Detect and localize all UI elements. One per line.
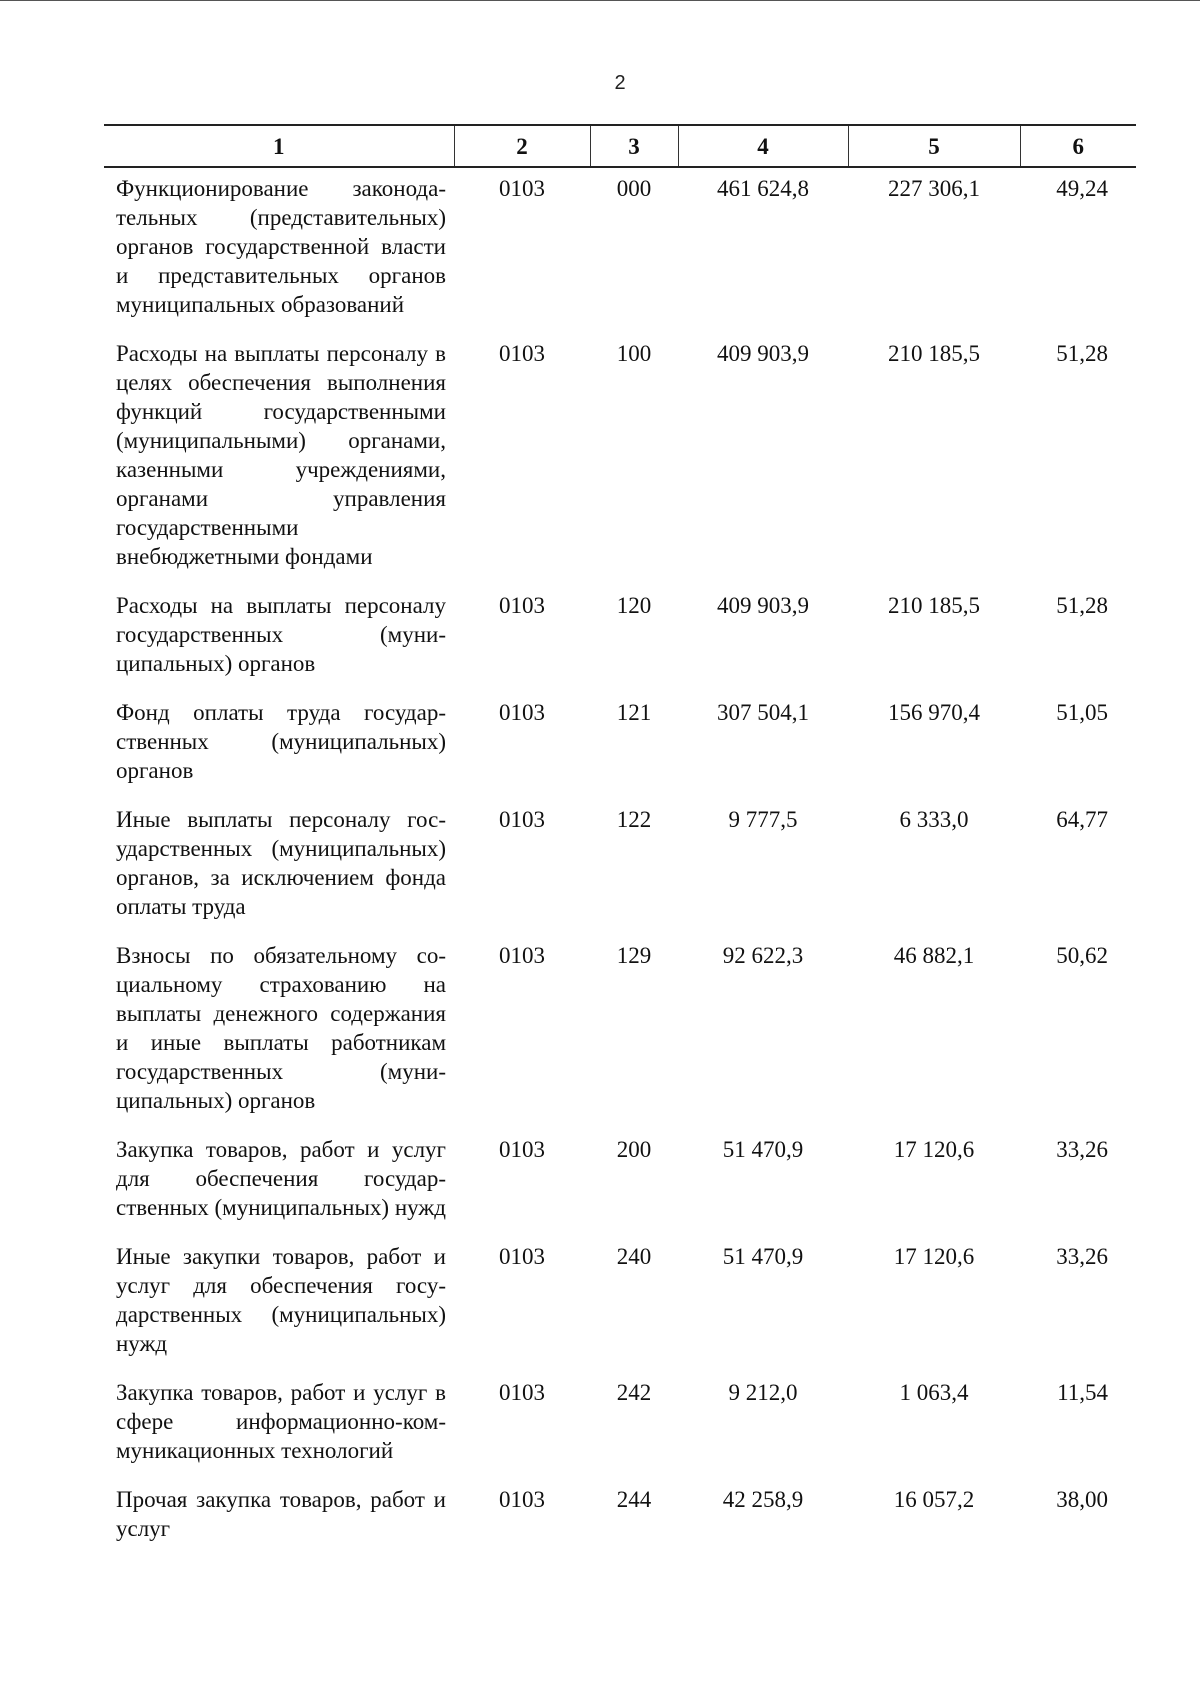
section-code: 0103 — [499, 1244, 545, 1269]
budget-table — [104, 124, 1136, 1563]
header-row — [104, 125, 1136, 167]
table-row — [104, 167, 1136, 339]
expense-type-code: 240 — [616, 1244, 652, 1269]
scan-edge — [0, 0, 1200, 1]
expense-name: Расходы на выплаты персоналу государственных (муниципальных) органов — [116, 593, 446, 676]
expense-type-code: 242 — [616, 1380, 652, 1405]
table-row — [104, 591, 1136, 698]
expense-type-code: 120 — [616, 593, 652, 618]
expense-name: Иные закупки товаров, работ и услуг для обеспечения государственных (муниципальных) нужд — [116, 1244, 446, 1356]
expense-type-code: 122 — [616, 807, 652, 832]
table-row — [104, 1135, 1136, 1242]
expense-name: Функционирование законодательных (представительных) органов государственной власти и представительных органов муниципальных образований — [116, 176, 446, 317]
section-code: 0103 — [499, 700, 545, 725]
planned-amount: 51 470,9 — [722, 1244, 804, 1269]
section-code: 0103 — [499, 1137, 545, 1162]
table-row — [104, 1242, 1136, 1378]
expense-type-code: 129 — [616, 943, 652, 968]
execution-percent: 64,77 — [1056, 807, 1108, 832]
header-col-3: 3 — [590, 125, 678, 167]
actual-amount: 46 882,1 — [893, 943, 975, 968]
section-code: 0103 — [499, 1380, 545, 1405]
expense-type-code: 100 — [616, 341, 652, 366]
execution-percent: 51,05 — [1056, 700, 1108, 725]
expense-type-code: 244 — [616, 1487, 652, 1512]
execution-percent: 51,28 — [1056, 593, 1108, 618]
header-col-6: 6 — [1020, 125, 1136, 167]
header-col-2: 2 — [454, 125, 590, 167]
actual-amount: 210 185,5 — [888, 341, 980, 366]
expense-name: Прочая закупка товаров, работ и услуг — [116, 1487, 446, 1541]
section-code: 0103 — [499, 341, 545, 366]
actual-amount: 210 185,5 — [888, 593, 980, 618]
expense-name: Взносы по обязательному социальному страхованию на выплаты денежного содержания и иные выплаты работникам государственных (муниципальных) органов — [116, 943, 446, 1113]
table-row — [104, 698, 1136, 805]
actual-amount: 17 120,6 — [893, 1244, 975, 1269]
section-code: 0103 — [499, 176, 545, 201]
actual-amount: 156 970,4 — [888, 700, 980, 725]
execution-percent: 33,26 — [1056, 1137, 1108, 1162]
expense-name: Расходы на выплаты персоналу в целях обеспечения выполнения функций государственными (муниципальными) органами, казенными учреждениями, органами управления государственными внебюджетными фондами — [116, 341, 446, 569]
table-row — [104, 941, 1136, 1135]
expense-name: Иные выплаты персоналу государственных (муниципальных) органов, за исключением фонда оплаты труда — [116, 807, 446, 919]
actual-amount: 6 333,0 — [899, 807, 969, 832]
section-code: 0103 — [499, 593, 545, 618]
planned-amount: 9 777,5 — [728, 807, 798, 832]
expense-name: Закупка товаров, работ и услуг для обеспечения государственных (муниципальных) нужд — [116, 1137, 446, 1220]
header-col-5: 5 — [848, 125, 1020, 167]
execution-percent: 50,62 — [1056, 943, 1108, 968]
planned-amount: 51 470,9 — [722, 1137, 804, 1162]
planned-amount: 461 624,8 — [717, 176, 809, 201]
actual-amount: 1 063,4 — [899, 1380, 969, 1405]
header-col-4: 4 — [678, 125, 848, 167]
execution-percent: 51,28 — [1056, 341, 1108, 366]
section-code: 0103 — [499, 943, 545, 968]
expense-name: Фонд оплаты труда государственных (муниципальных) органов — [116, 700, 446, 783]
execution-percent: 38,00 — [1056, 1487, 1108, 1512]
planned-amount: 307 504,1 — [717, 700, 809, 725]
section-code: 0103 — [499, 807, 545, 832]
section-code: 0103 — [499, 1487, 545, 1512]
planned-amount: 409 903,9 — [717, 341, 809, 366]
expense-type-code: 000 — [616, 176, 652, 201]
expense-type-code: 200 — [616, 1137, 652, 1162]
planned-amount: 42 258,9 — [722, 1487, 804, 1512]
planned-amount: 409 903,9 — [717, 593, 809, 618]
execution-percent: 49,24 — [1056, 176, 1108, 201]
execution-percent: 11,54 — [1057, 1380, 1108, 1405]
actual-amount: 16 057,2 — [893, 1487, 975, 1512]
actual-amount: 227 306,1 — [888, 176, 980, 201]
planned-amount: 92 622,3 — [722, 943, 804, 968]
table-row — [104, 1378, 1136, 1485]
actual-amount: 17 120,6 — [893, 1137, 975, 1162]
table-row — [104, 805, 1136, 941]
table-row — [104, 339, 1136, 591]
expense-type-code: 121 — [616, 700, 652, 725]
execution-percent: 33,26 — [1056, 1244, 1108, 1269]
planned-amount: 9 212,0 — [728, 1380, 798, 1405]
table-row — [104, 1485, 1136, 1563]
page-number: 2 — [614, 72, 626, 94]
expense-name: Закупка товаров, работ и услуг в сфере информационно-коммуникационных технологий — [116, 1380, 446, 1463]
header-col-1: 1 — [104, 125, 454, 167]
